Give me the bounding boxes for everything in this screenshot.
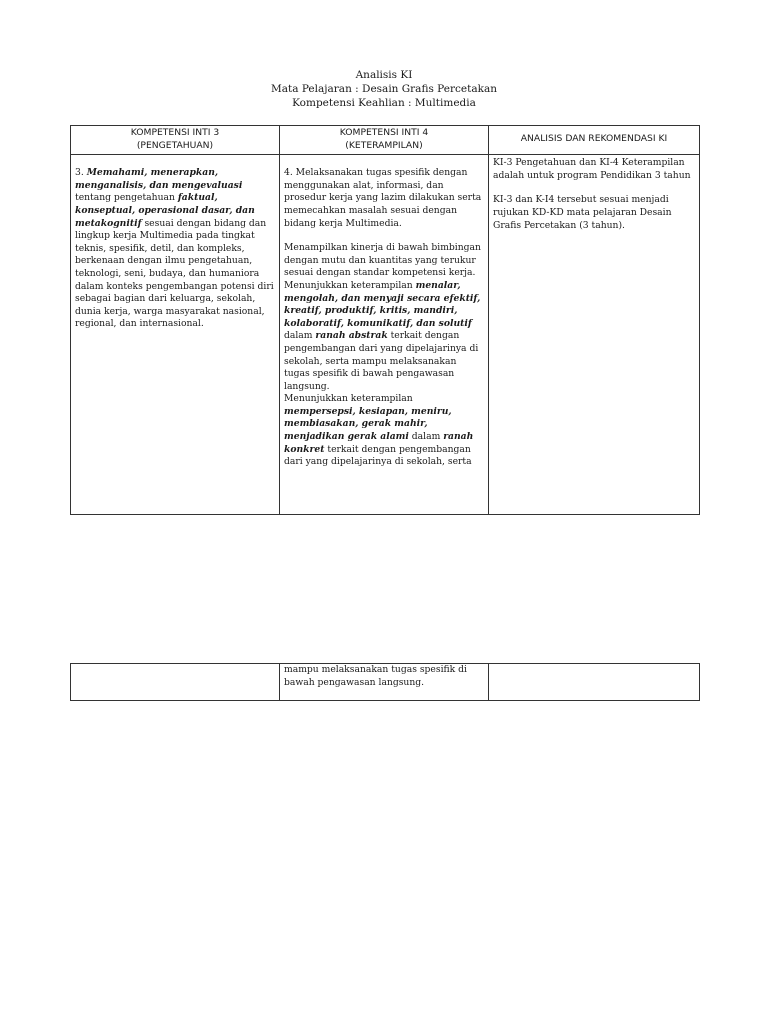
ki-analysis-table: [70, 125, 700, 515]
header-ki4-line2: (KETERAMPILAN): [345, 139, 423, 151]
ki4-text-t1: dalam: [284, 330, 316, 342]
subject-line: Mata Pelajaran : Desain Grafis Percetakan: [271, 83, 497, 95]
header-ki3-line2: (PENGETAHUAN): [136, 139, 214, 151]
ki3-text-1: tentang pengetahuan: [75, 192, 178, 204]
ki3-number: 3.: [75, 167, 87, 179]
ki4-bold-4: ranah konkret: [284, 431, 474, 455]
ki4-text-t4: terkait dengan pengembangan dari yang dipelajarinya di sekolah, serta: [284, 443, 472, 468]
ki-analysis-table-continued: [70, 663, 700, 701]
ki4-text-2a: Menampilkan kinerja di bawah bimbingan dengan mutu dan kuantitas yang terukur sesuai dengan standar kompetensi kerja.: [284, 242, 481, 279]
ki4-bold-1: menalar, mengolah, dan menyaji secara efektif, kreatif, produktif, kritis, mandiri, kolaboratif, komunikatif, dan solutif: [284, 279, 481, 329]
ki3-bold-1: Memahami, menerapkan, menganalisis, dan mengevaluasi: [75, 167, 243, 191]
table-row: [71, 155, 700, 515]
ki4-text-t3: dalam: [408, 431, 444, 443]
ki4-bold-3: mempersepsi, kesiapan, meniru, membiasakan, gerak mahir, menjadikan gerak alami: [284, 405, 452, 443]
ki3-cell: [71, 155, 280, 515]
ki4-text-3a: Menunjukkan keterampilan: [284, 393, 413, 405]
ki4-text-2b: Menunjukkan keterampilan: [284, 279, 416, 291]
expertise-line: Kompetensi Keahlian : Multimedia: [292, 97, 476, 109]
ki4-cell-continued: [280, 664, 489, 701]
header-analisis: [489, 126, 700, 155]
ki4-paragraph-1: 4. Melaksanakan tugas spesifik dengan menggunakan alat, informasi, dan prosedur kerja yang lazim dilakukan serta memecahkan masalah sesuai dengan bidang kerja Multimedia.: [284, 167, 482, 229]
ki4-continued-text: mampu melaksanakan tugas spesifik di bawah pengawasan langsung.: [284, 664, 467, 688]
header-ki4-line1: KOMPETENSI INTI 4: [339, 127, 429, 138]
doc-title: Analisis KI: [355, 69, 413, 81]
ki4-paragraph-3: [284, 393, 484, 469]
ki4-paragraph-2: [284, 242, 484, 393]
ki4-text-t2: terkait dengan pengembangan dari yang dipelajarinya di sekolah, serta mampu melaksanakan tugas spesifik di bawah pengawasan langsung.: [284, 330, 479, 392]
header-ki3-line1: KOMPETENSI INTI 3: [130, 127, 220, 138]
document-header: [0, 68, 768, 110]
analisis-cell: [489, 155, 700, 515]
header-ki4: [280, 126, 489, 155]
ki3-bold-2: faktual, konseptual, operasional dasar, dan metakognitif: [75, 192, 255, 229]
ki3-cell-continued: [71, 664, 280, 701]
ki3-text-2: sesuai dengan bidang dan lingkup kerja Multimedia pada tingkat teknis, spesifik, detil, dan kompleks, berkenaan dengan ilmu pengetahuan, teknologi, seni, budaya, dan humaniora dalam konteks pengembangan potensi diri sebagai bagian dari keluarga, sekolah, dunia kerja, warga masyarakat nasional, regional, dan internasional.: [75, 217, 274, 330]
analisis-cell-continued: [489, 664, 700, 701]
table-header-row: [71, 126, 700, 155]
ki4-cell: [280, 155, 489, 515]
analisis-paragraph-2: KI-3 dan K-I4 tersebut sesuai menjadi rujukan KD-KD mata pelajaran Desain Grafis Percetakan (3 tahun).: [493, 194, 672, 231]
header-ki3: [71, 126, 280, 155]
table-row: [71, 664, 700, 701]
header-analisis-label: ANALISIS DAN REKOMENDASI KI: [520, 133, 668, 145]
ki4-bold-2: ranah abstrak: [315, 330, 388, 342]
analisis-paragraph-1: KI-3 Pengetahuan dan KI-4 Keterampilan adalah untuk program Pendidikan 3 tahun: [493, 157, 691, 181]
